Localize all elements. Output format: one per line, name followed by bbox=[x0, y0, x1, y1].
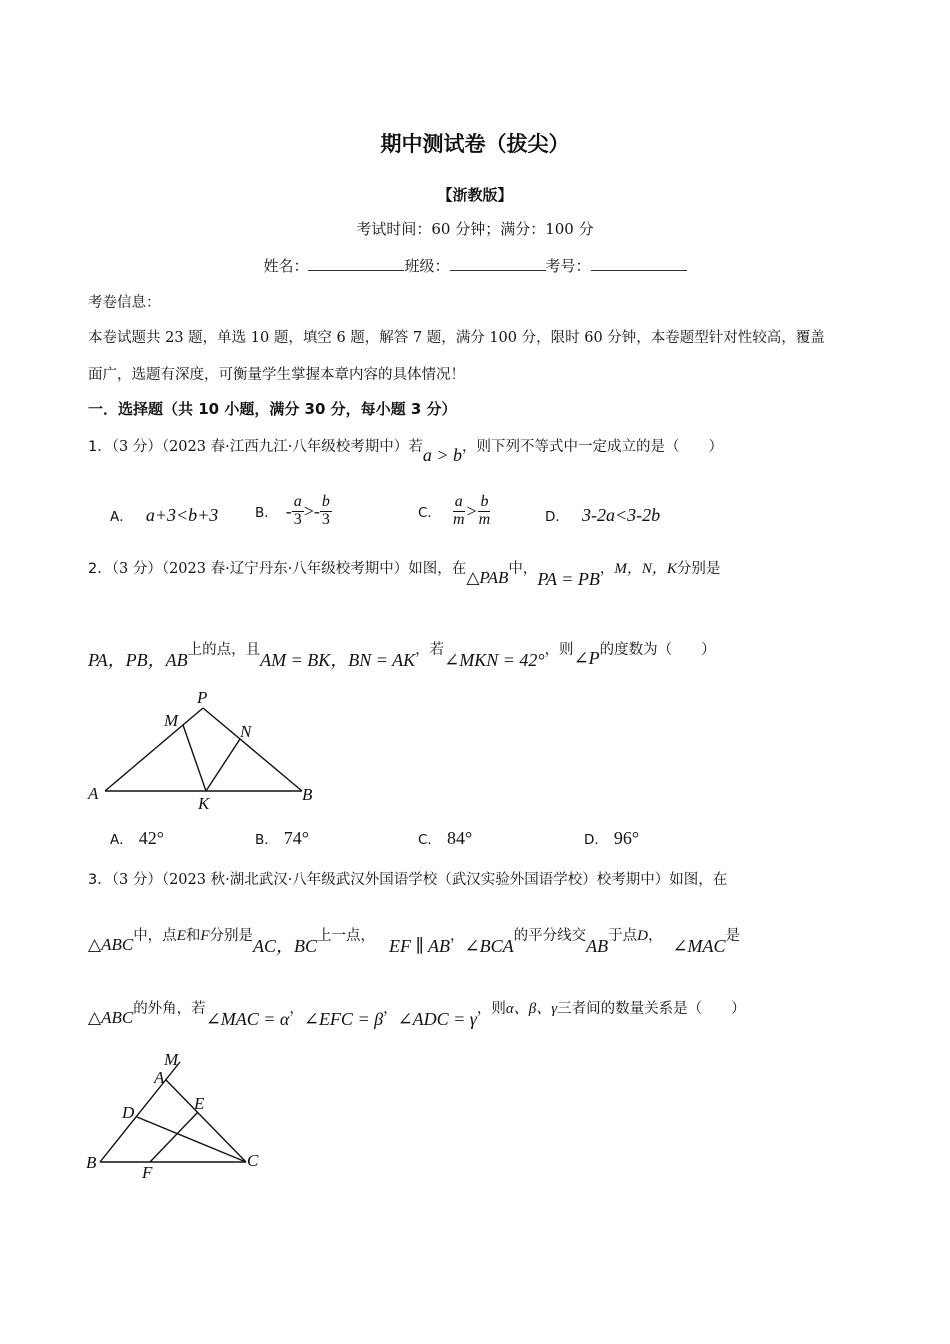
q1-option-c[interactable]: C． $\frac{a}{m}$ > $\frac{b}{m}$ bbox=[418, 493, 491, 528]
exam-info: 考试时间：60 分钟；满分：100 分 bbox=[356, 220, 594, 238]
q2-option-d[interactable]: D． 96° bbox=[584, 828, 640, 848]
q1-stem bbox=[88, 435, 723, 465]
q1-condition: a > b bbox=[422, 445, 462, 465]
q3-label-a: A bbox=[154, 1068, 165, 1087]
q2-source: （2023 春·辽宁丹东·八年级校考期中）如图，在 bbox=[161, 561, 467, 577]
id-field[interactable] bbox=[591, 256, 687, 271]
q3-source: （2023 秋·湖北武汉·八年级武汉外国语学校（武汉实验外国语学校）校考期中）如图，在 bbox=[161, 872, 728, 888]
q2-side-pa bbox=[105, 708, 203, 791]
q2-number: 2． bbox=[88, 561, 112, 577]
id-label: 考号： bbox=[545, 257, 591, 275]
q1-stem-text: ，则下列不等式中一定成立的是（ ） bbox=[461, 439, 723, 455]
q1-source: （2023 春·江西九江·八年级校考期中）若 bbox=[161, 439, 423, 455]
q3-stem-line-2: △ABC中，点E和F分别是AC，BC上一点， EF ∥ AB，∠BCA的平分线交AB于点D， ∠MAC是 bbox=[88, 928, 741, 956]
q2-side-pb bbox=[203, 708, 302, 791]
q3-stem-line-1 bbox=[88, 868, 727, 889]
name-label: 姓名： bbox=[263, 257, 309, 275]
info-line-2: 面广，选题有深度，可衡量学生掌握本章内容的具体情况！ bbox=[88, 367, 465, 383]
q2-triangle: △PAB bbox=[466, 568, 509, 587]
q2-option-a[interactable]: A． 42° bbox=[110, 828, 164, 848]
q2-stem-line-1: 2．（3 分）（2023 春·辽宁丹东·八年级校考期中）如图，在△PAB中，PA = PB，M，N，K分别是 bbox=[88, 561, 721, 589]
q3-segment-dc bbox=[137, 1117, 246, 1162]
edition-label: 【浙教版】 bbox=[437, 186, 513, 204]
q1-number: 1． bbox=[88, 439, 112, 455]
q2-label-a: A bbox=[88, 784, 99, 803]
q2-label-k: K bbox=[198, 794, 210, 813]
class-label: 班级： bbox=[404, 257, 450, 275]
q3-label-e: E bbox=[194, 1094, 205, 1113]
q3-figure bbox=[80, 1046, 280, 1186]
class-field[interactable] bbox=[450, 256, 546, 271]
info-label: 考卷信息： bbox=[88, 295, 161, 311]
q2-equal-sides: PA = PB bbox=[537, 569, 600, 589]
q3-label-f: F bbox=[142, 1163, 153, 1182]
q3-label-m: M bbox=[164, 1050, 179, 1069]
q2-segment-nk bbox=[206, 739, 240, 791]
q1-option-a[interactable]: A． a+3<b+3 bbox=[110, 505, 219, 525]
q2-option-c[interactable]: C． 84° bbox=[418, 828, 473, 848]
q3-side-ac bbox=[166, 1080, 246, 1162]
q3-label-d: D bbox=[122, 1103, 135, 1122]
q1-score: （3 分） bbox=[111, 439, 162, 455]
q3-stem-line-3: △ABC的外角，若∠MAC = α，∠EFC = β，∠ADC = γ，则α、β、γ三者间的数量关系是（ ） bbox=[88, 1001, 746, 1029]
q3-segment-ef bbox=[150, 1112, 198, 1162]
name-field[interactable] bbox=[308, 256, 404, 271]
q2-score: （3 分） bbox=[111, 561, 162, 577]
q1-option-d[interactable]: D． 3-2a<3-2b bbox=[545, 505, 661, 525]
q3-score: （3 分） bbox=[111, 872, 162, 888]
q3-label-c: C bbox=[247, 1151, 259, 1170]
q2-points: M，N，K bbox=[614, 561, 677, 577]
q2-option-b[interactable]: B． 74° bbox=[255, 828, 309, 848]
q2-figure bbox=[80, 682, 340, 817]
q3-label-b: B bbox=[86, 1153, 97, 1172]
q2-stem-line-2: PA，PB，AB上的点，且AM = BK，BN = AK，若∠MKN = 42°，则∠P的度数为（ ） bbox=[88, 642, 716, 670]
q2-segment-mk bbox=[183, 725, 206, 791]
q2-label-p: P bbox=[197, 688, 208, 707]
q1-option-b[interactable]: B． - $\frac{a}{3}$ >- $\frac{b}{3}$ bbox=[255, 493, 330, 528]
q2-label-m: M bbox=[164, 711, 179, 730]
section-heading: 一．选择题（共 10 小题，满分 30 分，每小题 3 分） bbox=[88, 400, 457, 418]
q3-line-bm bbox=[100, 1062, 180, 1162]
q3-number: 3． bbox=[88, 872, 112, 888]
q2-label-n: N bbox=[240, 722, 252, 741]
info-line-1: 本卷试题共 23 题，单选 10 题，填空 6 题，解答 7 题，满分 100 分，限时 60 分钟，本卷题型针对性较高，覆盖 bbox=[88, 330, 825, 346]
student-info-row bbox=[0, 255, 950, 276]
page-title: 期中测试卷（拔尖） bbox=[380, 132, 570, 156]
q2-label-b: B bbox=[302, 785, 313, 804]
